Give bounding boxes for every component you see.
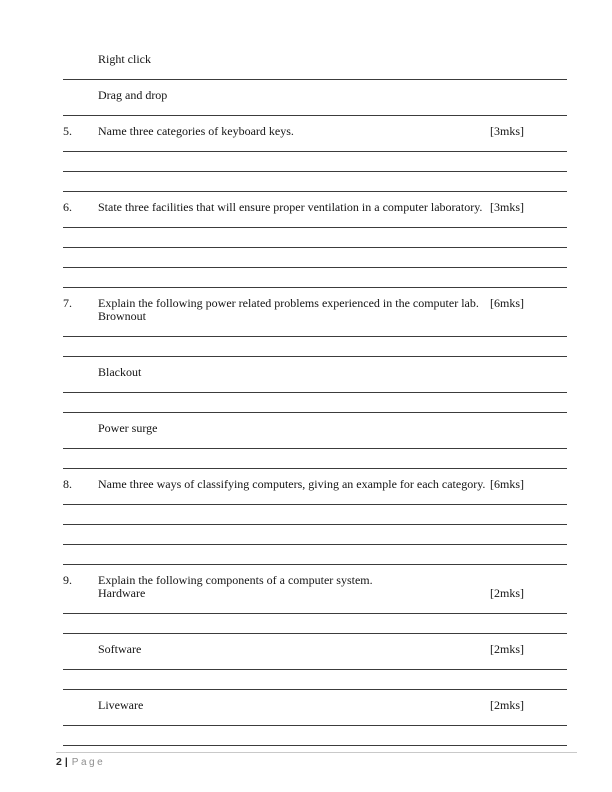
answer-line xyxy=(63,228,567,248)
question-number: 5. xyxy=(63,124,72,138)
question-row xyxy=(63,478,567,491)
item-label: Software xyxy=(98,642,142,656)
answer-line xyxy=(63,214,567,228)
answer-line xyxy=(63,102,567,116)
marks-label: [6mks] xyxy=(490,296,524,310)
marks-label: [2mks] xyxy=(490,698,524,712)
page-content xyxy=(63,53,567,746)
question-text: State three facilities that will ensure proper ventilation in a computer laboratory. xyxy=(98,200,483,214)
footer-separator: | xyxy=(64,756,68,768)
question-row xyxy=(63,125,567,138)
answer-line xyxy=(63,172,567,192)
page-number: 2 xyxy=(56,756,62,768)
answer-line xyxy=(63,726,567,746)
answer-line xyxy=(63,337,567,357)
answer-line xyxy=(63,491,567,505)
answer-line xyxy=(63,505,567,525)
question-text: Explain the following power related problems experienced in the computer lab. xyxy=(98,296,479,310)
answer-line xyxy=(63,152,567,172)
answer-line xyxy=(63,449,567,469)
question-5 xyxy=(63,125,567,192)
answer-line xyxy=(63,712,567,726)
subitem-label: Hardware xyxy=(98,586,146,600)
question-number: 8. xyxy=(63,477,72,491)
question-text: Explain the following components of a computer system. xyxy=(98,573,373,587)
item-label: Power surge xyxy=(98,421,158,435)
marks-label: [3mks] xyxy=(490,200,524,214)
page-footer xyxy=(56,752,577,769)
question-number: 6. xyxy=(63,200,72,214)
question-7 xyxy=(63,297,567,357)
marks-label: [3mks] xyxy=(490,124,524,138)
subitem-power-surge xyxy=(63,422,567,469)
answer-line xyxy=(63,379,567,393)
marks-label: [2mks] xyxy=(490,586,524,600)
answer-item-drag-and-drop xyxy=(63,89,567,116)
subitem-software xyxy=(63,643,567,690)
answer-line xyxy=(63,600,567,614)
subitem-row-brownout xyxy=(63,310,567,323)
subitem-row-hardware xyxy=(63,587,567,600)
answer-line xyxy=(63,656,567,670)
question-row xyxy=(63,201,567,214)
item-row xyxy=(63,422,567,435)
subitem-label: Brownout xyxy=(98,309,146,323)
footer-page-label: Page xyxy=(71,757,106,768)
footer-text xyxy=(56,756,577,769)
footer-divider xyxy=(56,752,577,753)
answer-line xyxy=(63,138,567,152)
question-number: 7. xyxy=(63,296,72,310)
item-label: Blackout xyxy=(98,365,142,379)
answer-item-right-click xyxy=(63,53,567,80)
answer-line xyxy=(63,525,567,545)
answer-line xyxy=(63,66,567,80)
item-label: Liveware xyxy=(98,698,144,712)
question-8 xyxy=(63,478,567,565)
answer-line xyxy=(63,248,567,268)
item-row xyxy=(63,53,567,66)
answer-line xyxy=(63,323,567,337)
item-row xyxy=(63,699,567,712)
question-9 xyxy=(63,574,567,634)
question-text: Name three ways of classifying computers, giving an example for each category. xyxy=(98,477,486,491)
answer-line xyxy=(63,435,567,449)
question-text: Name three categories of keyboard keys. xyxy=(98,124,294,138)
item-label: Right click xyxy=(98,52,151,66)
marks-label: [2mks] xyxy=(490,642,524,656)
item-row xyxy=(63,89,567,102)
question-number: 9. xyxy=(63,573,72,587)
answer-line xyxy=(63,393,567,413)
subitem-blackout xyxy=(63,366,567,413)
subitem-liveware xyxy=(63,699,567,746)
item-label: Drag and drop xyxy=(98,88,168,102)
item-row xyxy=(63,643,567,656)
answer-line xyxy=(63,614,567,634)
question-6 xyxy=(63,201,567,288)
marks-label: [6mks] xyxy=(490,477,524,491)
answer-line xyxy=(63,545,567,565)
item-row xyxy=(63,366,567,379)
answer-line xyxy=(63,670,567,690)
answer-line xyxy=(63,268,567,288)
